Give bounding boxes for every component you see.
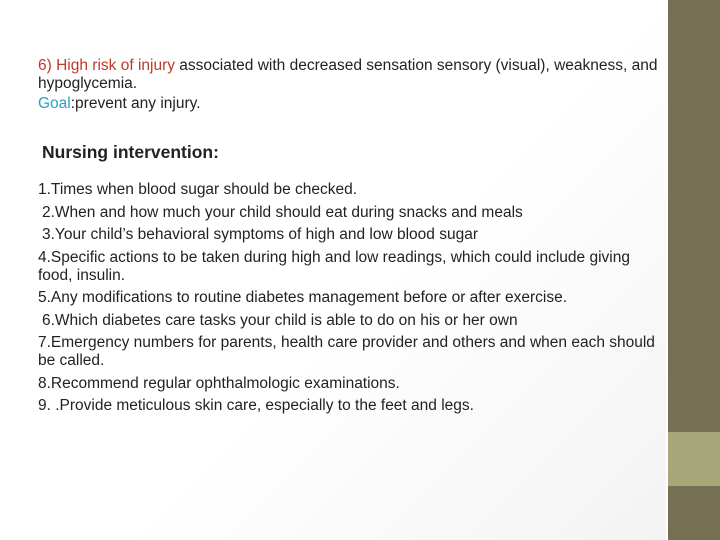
goal-statement [38,95,658,113]
list-item: 6.Which diabetes care tasks your child is able to do on his or her own [42,311,518,329]
risk-statement [38,57,658,93]
sidebar-accent-block [668,432,720,486]
list-item: 4.Specific actions to be taken during high and low readings, which could include giving food, insulin. [38,248,630,284]
risk-text: associated with decreased sensation sensory (visual), weakness, and hypoglycemia. [38,57,658,92]
list-item: 3.Your child’s behavioral symptoms of high and low blood sugar [42,226,478,243]
list-item: 8.Recommend regular ophthalmologic examinations. [38,374,400,392]
list-item: 2.When and how much your child should eat during snacks and meals [42,203,523,221]
risk-highlight: High risk of injury [56,57,175,74]
list-item: 9. .Provide meticulous skin care, especially to the feet and legs. [38,397,474,414]
goal-text: :prevent any injury. [70,95,201,112]
goal-label: Goal [38,95,71,112]
slide-content [38,57,658,420]
list-item: 1.Times when blood sugar should be checked. [38,181,358,198]
list-item: 7.Emergency numbers for parents, health care provider and others and when each should be called. [38,334,655,369]
list-item: 5.Any modifications to routine diabetes management before or after exercise. [38,289,568,306]
item-number: 6) [38,57,52,74]
intervention-list [38,181,658,415]
section-heading: Nursing intervention: [42,142,219,162]
